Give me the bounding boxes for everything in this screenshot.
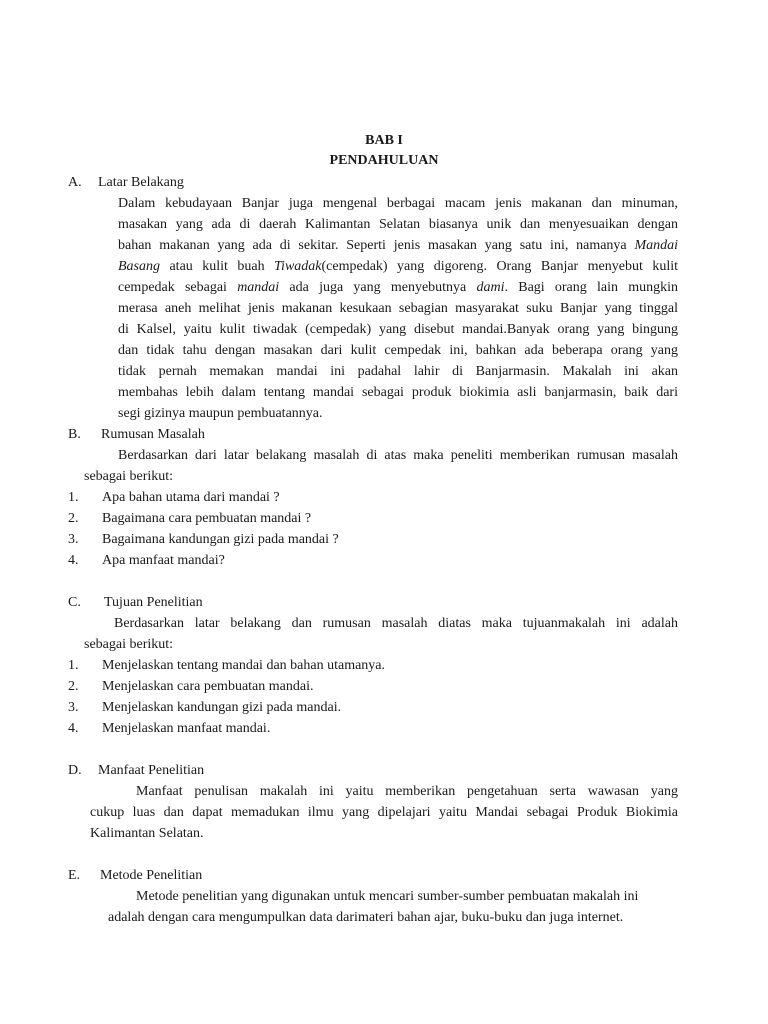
list-item: Bagaimana kandungan gizi pada mandai ?	[102, 532, 339, 547]
section-e-line: adalah dengan cara mengumpulkan data darimateri bahan ajar, buku-buku dan juga internet.	[108, 910, 624, 925]
section-d-line: Kalimantan Selatan.	[90, 826, 204, 841]
list-item: Menjelaskan kandungan gizi pada mandai.	[102, 700, 342, 715]
section-c-intro: Berdasarkan latar belakang dan rumusan masalah diatas maka tujuanmakalah ini adalah	[114, 616, 678, 631]
section-a-title: Latar Belakang	[98, 175, 184, 190]
section-c-marker: C.	[68, 595, 81, 610]
section-a-line: Dalam kebudayaan Banjar juga mengenal berbagai macam jenis makanan dan minuman,	[118, 196, 678, 211]
list-number: 1.	[68, 658, 79, 673]
list-number: 3.	[68, 532, 79, 547]
section-a-line: merasa aneh melihat jenis makanan kesukaan sebagian masyarakat suku Banjar yang tinggal	[118, 301, 678, 316]
section-a-line: di Kalsel, yaitu kulit tiwadak (cempedak) yang disebut mandai.Banyak orang yang bingung	[118, 322, 678, 337]
section-d-line: cukup luas dan dapat memadukan ilmu yang dipelajari yaitu Mandai sebagai Produk Biokimia	[90, 805, 678, 820]
section-a-line: membahas lebih dalam tentang mandai sebagai produk biokimia asli banjarmasin, baik dari	[118, 385, 678, 400]
section-a-line: segi gizinya maupun pembuatannya.	[118, 406, 323, 421]
section-a-line: masakan yang ada di daerah Kalimantan Selatan biasanya unik dan menyesuaikan dengan	[118, 217, 678, 232]
section-d-title: Manfaat Penelitian	[98, 763, 205, 778]
section-e-line: Metode penelitian yang digunakan untuk mencari sumber-sumber pembuatan makalah ini	[136, 889, 639, 904]
list-number: 2.	[68, 679, 79, 694]
section-d-line: Manfaat penulisan makalah ini yaitu memberikan pengetahuan serta wawasan yang	[136, 784, 678, 799]
list-item: Menjelaskan cara pembuatan mandai.	[102, 679, 314, 694]
list-item: Bagaimana cara pembuatan mandai ?	[102, 511, 312, 526]
section-a-line: Basang atau kulit buah Tiwadak(cempedak) yang digoreng. Orang Banjar menyebut kulit	[118, 259, 679, 274]
section-a-marker: A.	[68, 175, 82, 190]
list-item: Apa bahan utama dari mandai ?	[102, 490, 280, 505]
list-number: 4.	[68, 553, 79, 568]
list-number: 1.	[68, 490, 79, 505]
list-number: 3.	[68, 700, 79, 715]
list-number: 4.	[68, 721, 79, 736]
section-a-line: cempedak sebagai mandai ada juga yang menyebutnya dami. Bagi orang lain mungkin	[118, 280, 678, 295]
section-b-title: Rumusan Masalah	[101, 427, 205, 442]
section-a-line: dan tidak tahu dengan masakan dari kulit cempedak ini, bahkan ada beberapa orang yang	[118, 343, 678, 358]
section-b-intro: sebagai berikut:	[84, 469, 174, 484]
list-item: Menjelaskan tentang mandai dan bahan utamanya.	[102, 658, 386, 673]
chapter-title: PENDAHULUAN	[329, 153, 439, 168]
section-c-intro: sebagai berikut:	[84, 637, 174, 652]
section-b-marker: B.	[68, 427, 81, 442]
list-item: Menjelaskan manfaat mandai.	[102, 721, 271, 736]
section-b-intro: Berdasarkan dari latar belakang masalah di atas maka peneliti memberikan rumusan masalah	[118, 448, 678, 463]
section-d-marker: D.	[68, 763, 82, 778]
section-c-title: Tujuan Penelitian	[104, 595, 203, 610]
section-a-line: tidak pernah memakan mandai ini padahal lahir di Banjarmasin. Makalah ini akan	[118, 364, 678, 379]
section-a-line: bahan makanan yang ada di sekitar. Seperti jenis masakan yang satu ini, namanya Mandai	[118, 238, 678, 253]
list-item: Apa manfaat mandai?	[102, 553, 225, 568]
section-e-title: Metode Penelitian	[100, 868, 203, 883]
chapter-number: BAB I	[365, 133, 403, 148]
list-number: 2.	[68, 511, 79, 526]
section-e-marker: E.	[68, 868, 81, 883]
